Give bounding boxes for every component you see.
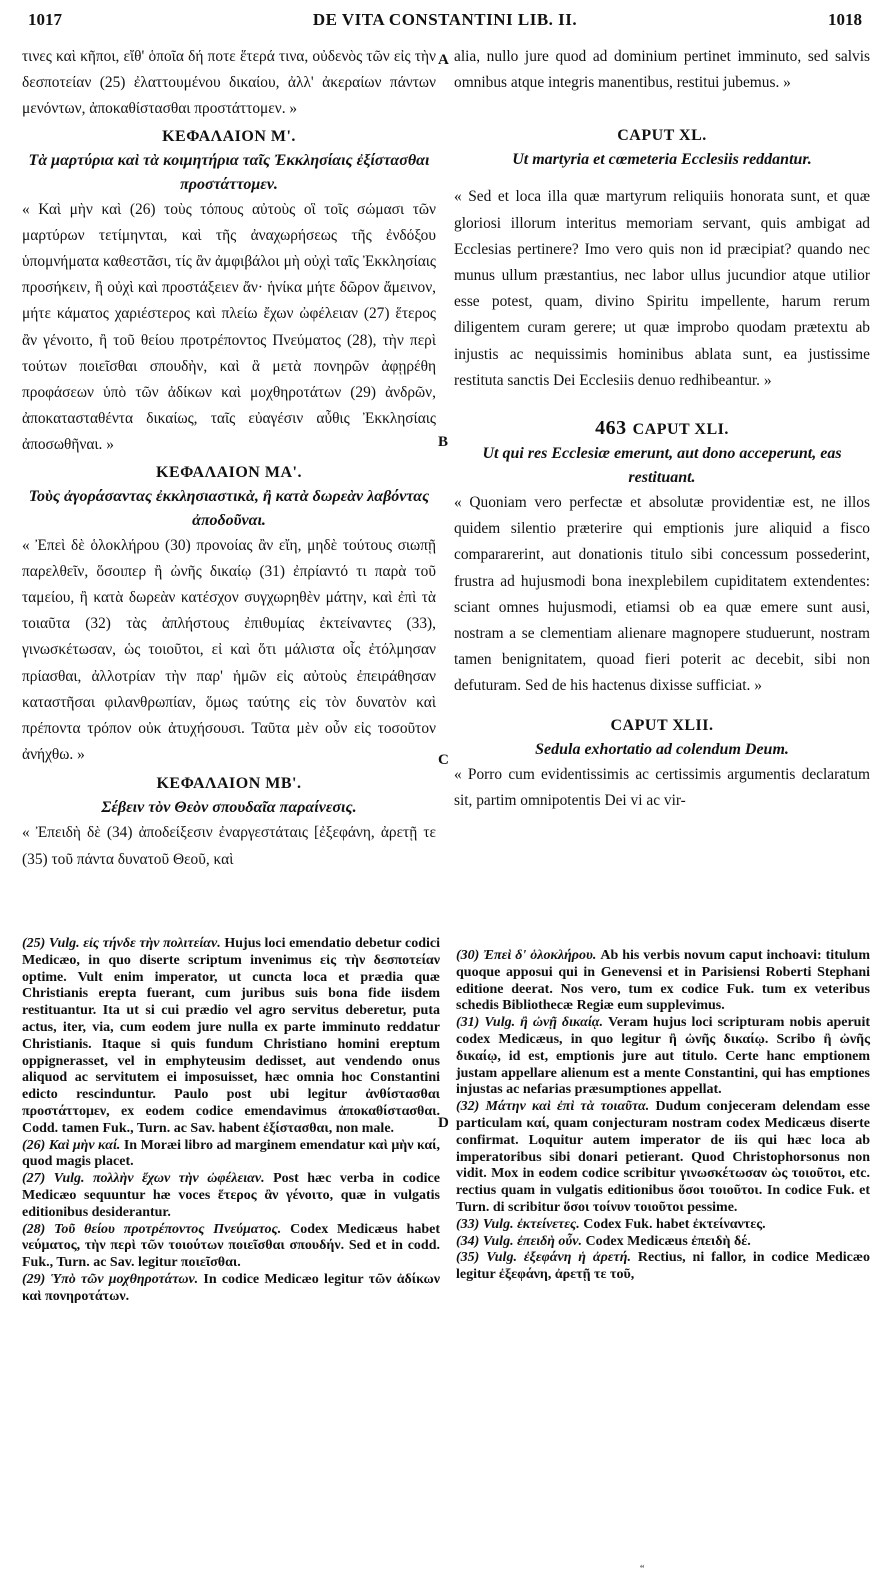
footnote-ref: (26) Καὶ μὴν καί.: [22, 1137, 121, 1153]
footnote-text: Hujus loci emendatio debetur codici Medicæo, in quo diserte scriptum invenimus εἰς τὴν δεσποτείαν optime. Vult enim imperator, ut cuncta loca et prædia quæ Christianis erepta fuerant, cum juribus suis bona fide iisdem restituantur. Ita ut si cui prædio vel agro servitus deberetur, puta actus, iter, via, cum eodem jure nulla ex parte imminuto reddatur Christianis. Itaque si quis fundum Christiano homini ereptum oppignerasset, vel in emphyteusim dedisset, aut vendendo onus aliquod ac servitutem ei imposuisset, hæc omnia hoc Constantini edicto rescinduntur. Paulo post ubi legitur ἀνθίστασθαι προστάττομεν, ex eodem codice emendavimus ἀποκαθίστασθαι. Codd. tamen Fuk., Turn. ac Sav. habent ἐξίστασθαι, non male.: [22, 936, 440, 1136]
latin-chapter-42-title: CAPUT XLII.: [610, 716, 714, 734]
footnote-text: Codex Medicæus habet νεύματος, τὴν περὶ τῶν τοιούτων ποιεῖσθαι σπουδήν. Sed et in codd. Fuk., Turn. ac Sav. legitur ποιεῖσθαι.: [22, 1221, 440, 1271]
latin-chapter-42-subtitle: Sedula exhortatio ad colendum Deum.: [535, 740, 789, 758]
footnotes-left: [22, 936, 440, 1306]
greek-paragraph-intro: τινες καὶ κῆποι, εἴθ' ὁποῖα δή ποτε ἕτερά τινα, οὐδενὸς τῶν εἰς τὴν δεσποτείαν (25) ἐλαττουμένου δικαίου, ἀλλ' ἀκεραίων πάντων μενόντων, ἀποκαθίστασθαι προστάττομεν. »: [22, 48, 436, 118]
footnote-text: Ab his verbis novum caput inchoavi: titulum quoque apposui qui in Genevensi et in Parisiensi Roberti Stephani editione deerat. Nos vero, tum ex codice Fuk. tum ex veteribus schedis Bibliothecæ Regiæ eum supplevimus.: [456, 948, 870, 1014]
footnote: [456, 1015, 870, 1099]
footnote-ref: (30) Ἐπεὶ δ' ὁλοκλήρου.: [456, 948, 597, 963]
footnote-ref: (35) Vulg. ἐξεφάνη ἡ ἀρετή.: [456, 1250, 631, 1266]
footnote: [22, 936, 440, 1138]
footnotes-right: [456, 948, 870, 1284]
margin-marker-d: D: [438, 1115, 449, 1131]
footnote-text: In codice Medicæo legitur τῶν ἀδίκων καὶ πονηροτάτων.: [22, 1271, 440, 1304]
footnote: [22, 1272, 440, 1306]
footnote-text: Veram hujus loci scripturam nobis aperuit codex Medicæus, in quo legitur ἢ ὠνῆς δικαίῳ. Scribo ἢ ὠνῆς δικαίῳ, id est, emptionis jure aut titulo. Certe hanc emptionem justam appellare alienum est a mente Constantini, qui has emptiones injustas ac nefarias præsumptiones appellat.: [456, 1015, 870, 1098]
footnote: [456, 1250, 870, 1284]
chapter-number-marginal: 463: [595, 417, 627, 440]
greek-chapter-40-text: « Καὶ μὴν καὶ (26) τοὺς τόπους αὐτοὺς οἳ τοῖς σώμασι τῶν μαρτύρων τετίμηνται, καὶ τῆς ἀναχωρήσεως τῆς ἐνδόξου ὑπομνήματα καθεστᾶσι, τίς ἂν ἀμφιβάλοι μὴ οὐχὶ ταῖς Ἐκκλησίαις προσήκειν, ἢ οὐχὶ καὶ προστάξειεν ἄν· ἡνίκα μήτε δῶρον ἄμεινον, μήτε κάματος χαριέστερος καὶ πλείω ἔχων ὠφέλειαν (27) ἕτερος ἂν γένοιτο, ἢ τοῦ θείου προτρέποντος Πνεύματος (28), τὴν περὶ τούτων ποιεῖσθαι σπουδὴν, καὶ ἃ μετὰ πονηρῶν ἀφῃρέθη προφάσεων ὑπὸ τῶν ἀδίκων καὶ μοχθηροτάτων (29) ἀνδρῶν, ἀποκατασταθέντα δικαίως, ταῖς εὐαγέσιν αὖθις Ἐκκλησίαις ἀποσωθῆναι. »: [22, 200, 436, 454]
margin-marker-a: A: [438, 52, 449, 68]
latin-chapter-40-subtitle: Ut martyria et cœmeteria Ecclesiis reddantur.: [512, 151, 812, 169]
footnote-text: Codex Fuk. habet ἐκτείναντες.: [579, 1216, 766, 1232]
greek-chapter-40-subtitle: Τὰ μαρτύρια καὶ τὰ κοιμητήρια ταῖς Ἐκκλησίαις ἐξίστασθαι προστάττομεν.: [28, 151, 430, 193]
margin-marker-c: C: [438, 752, 449, 768]
page-number-right: 1018: [828, 10, 862, 29]
footnote-ref: (28) Τοῦ θείου προτρέποντος Πνεύματος.: [22, 1221, 282, 1237]
latin-chapter-40-text: « Sed et loca illa quæ martyrum reliquiis honorata sunt, et quæ gloriosi illorum interitus memoriam servant, quis ambigat ad Ecclesias pertinere? Imo vero quis non id præcipiat? quando nec munus ullum præstantius, nec labor ullus jucundior atque utilior esse potest, quam, divino Spiritu impellente, harum rerum diligentem curam gerere; ut quæ improbo quodam prætextu ab injustis ac nequissimis hominibus ablata sunt, ea justissime restituta sanctis Dei Ecclesiis denuo redhibeantur. »: [454, 188, 870, 389]
latin-column: [454, 44, 870, 814]
footnote-ref: (31) Vulg. ἢ ὠνῇ δικαίᾳ.: [456, 1015, 604, 1031]
greek-chapter-42-title: ΚΕΦΑΛΑΙΟΝ ΜΒ'.: [156, 775, 302, 793]
margin-marker-b: B: [438, 434, 449, 450]
greek-chapter-41-title: ΚΕΦΑΛΑΙΟΝ ΜΑ'.: [156, 463, 302, 481]
footnote-text: Rectius, ni fallor, in codice Medicæo legitur ἐξεφάνη, ἀρετῇ τε τοῦ,: [456, 1250, 870, 1283]
greek-chapter-41-text: « Ἐπεὶ δὲ ὁλοκλήρου (30) προνοίας ἂν εἴη, μηδὲ τούτους σιωπῇ παρελθεῖν, ὅσοιπερ ἢ ὠνῆς δικαίῳ (31) ἐπρίαντό τι παρὰ τοῦ ταμείου, ἢ κατὰ δωρεὰν κατέσχον συγχωρηθὲν μάτην, καὶ ἐπὶ τὰ τοιαῦτα (32) τὰς ἀπλήστους ἐπιθυμίας ἐκτείναντες (33), γινωσκέτωσαν, ὡς τοιοῦτοι, εἰ καὶ ὅτι μάλιστα οἷς ἐτόλμησαν πρίασθαι, ἀλλοτρίαν τὴν παρ' ἡμῶν εἰς αὐτοὺς ἐπειράθησαν καταστῆσαι φιλανθρωπίαν, ὅμως ταύτης εἰς τὸν δυνατὸν καὶ πρέποντα τρόπον οὐκ ἀτυχήσουσι. Ταῦτα μὲν οὖν εἰς τοσοῦτον ἀνήχθω. »: [22, 536, 436, 764]
greek-chapter-40-title: ΚΕΦΑΛΑΙΟΝ Μ'.: [162, 127, 296, 145]
greek-chapter-42-text: « Ἐπειδὴ δὲ (34) ἀποδείξεσιν ἐναργεστάταις [ἐξεφάνη, ἀρετῇ τε (35) τοῦ πάντα δυνατοῦ Θεοῦ, καὶ: [22, 824, 436, 868]
greek-column: [22, 44, 436, 873]
footnote-text: In Moræi libro ad marginem emendatur καὶ μὴν καί, quod magis placet.: [22, 1137, 441, 1170]
footnote-text: Dudum conjeceram delendam esse particulam καί, quam conjecturam nostram codex Medicæus diserte confirmat. Loquitur autem imperator de iis qui hæc loca ab imperatoribus sibi donari petierant. Quod Christophorsonus non vidit. Mox in eodem codice scribitur γινωσκέτωσαν ὡς τοιοῦτοι, etc. rectius quam in vulgatis editionibus ὅσοι τοιοῦτοι. In codice Fuk. et Turn. di scribitur ὅσοι τοίνυν τοιοῦτοι pessime.: [456, 1099, 870, 1215]
latin-chapter-41-title: CAPUT XLI.: [632, 421, 729, 439]
footnote: [22, 1222, 440, 1272]
footnote: [22, 1138, 440, 1172]
running-title: DE VITA CONSTANTINI LIB. II.: [312, 10, 578, 29]
footnote: [456, 948, 870, 1015]
latin-paragraph-intro: alia, nullo jure quod ad dominium pertinet imminuto, sed salvis omnibus atque integris manentibus, restitui jubemus. »: [454, 48, 870, 92]
footnote: [22, 1171, 440, 1221]
footnote-text: Codex Medicæus ἐπειδὴ δέ.: [582, 1233, 751, 1249]
footnote-ref: (34) Vulg. ἐπειδὴ οὖν.: [456, 1233, 583, 1249]
latin-chapter-41-heading: [454, 416, 870, 442]
latin-chapter-40-title: CAPUT XL.: [617, 127, 707, 145]
greek-chapter-42-subtitle: Σέβειν τὸν Θεὸν σπουδαῖα παραίνεσις.: [101, 799, 357, 817]
printer-mark: “: [640, 1564, 645, 1575]
page-number-left: 1017: [28, 10, 62, 29]
footnote: [456, 1234, 870, 1251]
footnote-text: Post hæc verba in codice Medicæo sequuntur hæ voces ἕτερος ἂν γένοιτο, quæ in vulgatis editionibus desiderantur.: [22, 1171, 440, 1220]
footnote: [456, 1099, 870, 1217]
footnote-ref: (25) Vulg. εἰς τήνδε τὴν πολιτείαν.: [22, 936, 221, 951]
footnote-ref: (27) Vulg. πολλὴν ἔχων τὴν ὠφέλειαν.: [22, 1171, 265, 1187]
footnote-ref: (32) Μάτην καὶ ἐπὶ τὰ τοιαῦτα.: [456, 1099, 650, 1115]
footnote-ref: (29) Ὑπὸ τῶν μοχθηροτάτων.: [22, 1271, 199, 1287]
footnote-ref: (33) Vulg. ἐκτείνετες.: [456, 1216, 580, 1232]
latin-chapter-41-subtitle: Ut qui res Ecclesiæ emerunt, aut dono acceperunt, eas restituant.: [482, 445, 842, 487]
greek-chapter-41-subtitle: Τοὺς ἀγοράσαντας ἐκκλησιαστικὰ, ἢ κατὰ δωρεὰν λαβόντας ἀποδοῦναι.: [28, 487, 430, 529]
footnote: [456, 1217, 870, 1234]
latin-chapter-42-text: « Porro cum evidentissimis ac certissimis argumentis declaratum sit, partim omnipotentis Dei vi ac vir-: [454, 765, 870, 809]
latin-chapter-41-text: « Quoniam vero perfectæ et absolutæ providentiæ est, ne illos quidem silentio præterire qui emptionis jure aliquid a fisco compararerint, aut donationis titulo sibi concessum possederint, frustra ad hujusmodi bona inexplebilem cupiditatem extendentes: sciant omnes hujusmodi, etiamsi ob ea quæ emere sunt ausi, nostram a se clementiam alienare magnopere studuerunt, nostram tamen benignitatem, quoad fieri poterit ac decebit, sibi non defuturam. Sed de his hactenus dixisse sufficiat. »: [454, 494, 870, 695]
page-header: [28, 6, 862, 36]
